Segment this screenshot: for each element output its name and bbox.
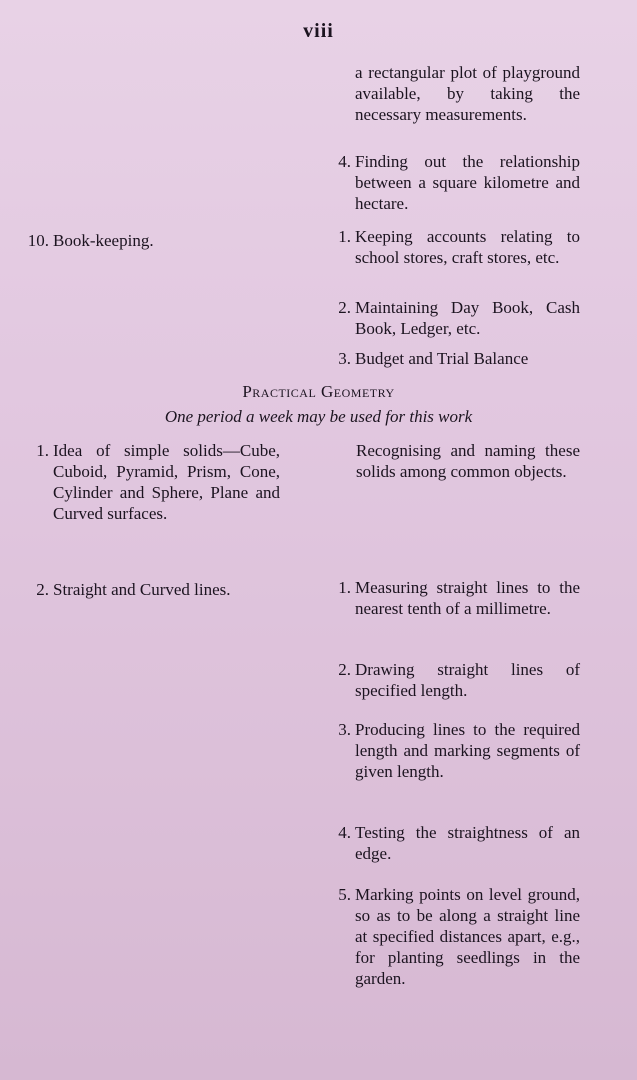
- lines-item-2: 2. Drawing straight lines of specified length.: [338, 660, 580, 700]
- lines-item-4: 4. Testing the straightness of an edge.: [338, 823, 580, 863]
- topic-bookkeeping: 10. Book-keeping.: [27, 231, 154, 250]
- lines-item-5: 5. Marking points on level ground, so as to be along a straight line at specified distances apart, e.g., for planting seedlings in the garden.: [338, 885, 580, 988]
- lines-item-3: 3. Producing lines to the required length and marking segments of given length.: [338, 720, 580, 781]
- geometry-activity-solids: Recognising and naming these solids among common objects.: [356, 441, 580, 481]
- lines-item-1: 1. Measuring straight lines to the nearest tenth of a millimetre.: [338, 578, 580, 618]
- mensuration-item-4: 4. Finding out the relationship between a square kilometre and hectare.: [338, 152, 580, 213]
- section-title: Practical Geometry: [242, 382, 395, 401]
- page-number: viii: [303, 20, 334, 42]
- continued-item-text: a rectangular plot of playground available, by taking the necessary measurements.: [355, 63, 580, 124]
- bookkeeping-item-2: 2. Maintaining Day Book, Cash Book, Ledger, etc.: [338, 298, 580, 338]
- bookkeeping-item-1: 1. Keeping accounts relating to school stores, craft stores, etc.: [338, 227, 580, 267]
- geometry-topic-solids: 1. Idea of simple solids—Cube, Cuboid, Pyramid, Prism, Cone, Cylinder and Sphere, Plane and Curved surfaces.: [36, 441, 280, 523]
- geometry-topic-lines: 2. Straight and Curved lines.: [36, 580, 231, 599]
- section-subtitle: One period a week may be used for this work: [164, 407, 473, 426]
- bookkeeping-item-3: 3. Budget and Trial Balance: [338, 349, 529, 368]
